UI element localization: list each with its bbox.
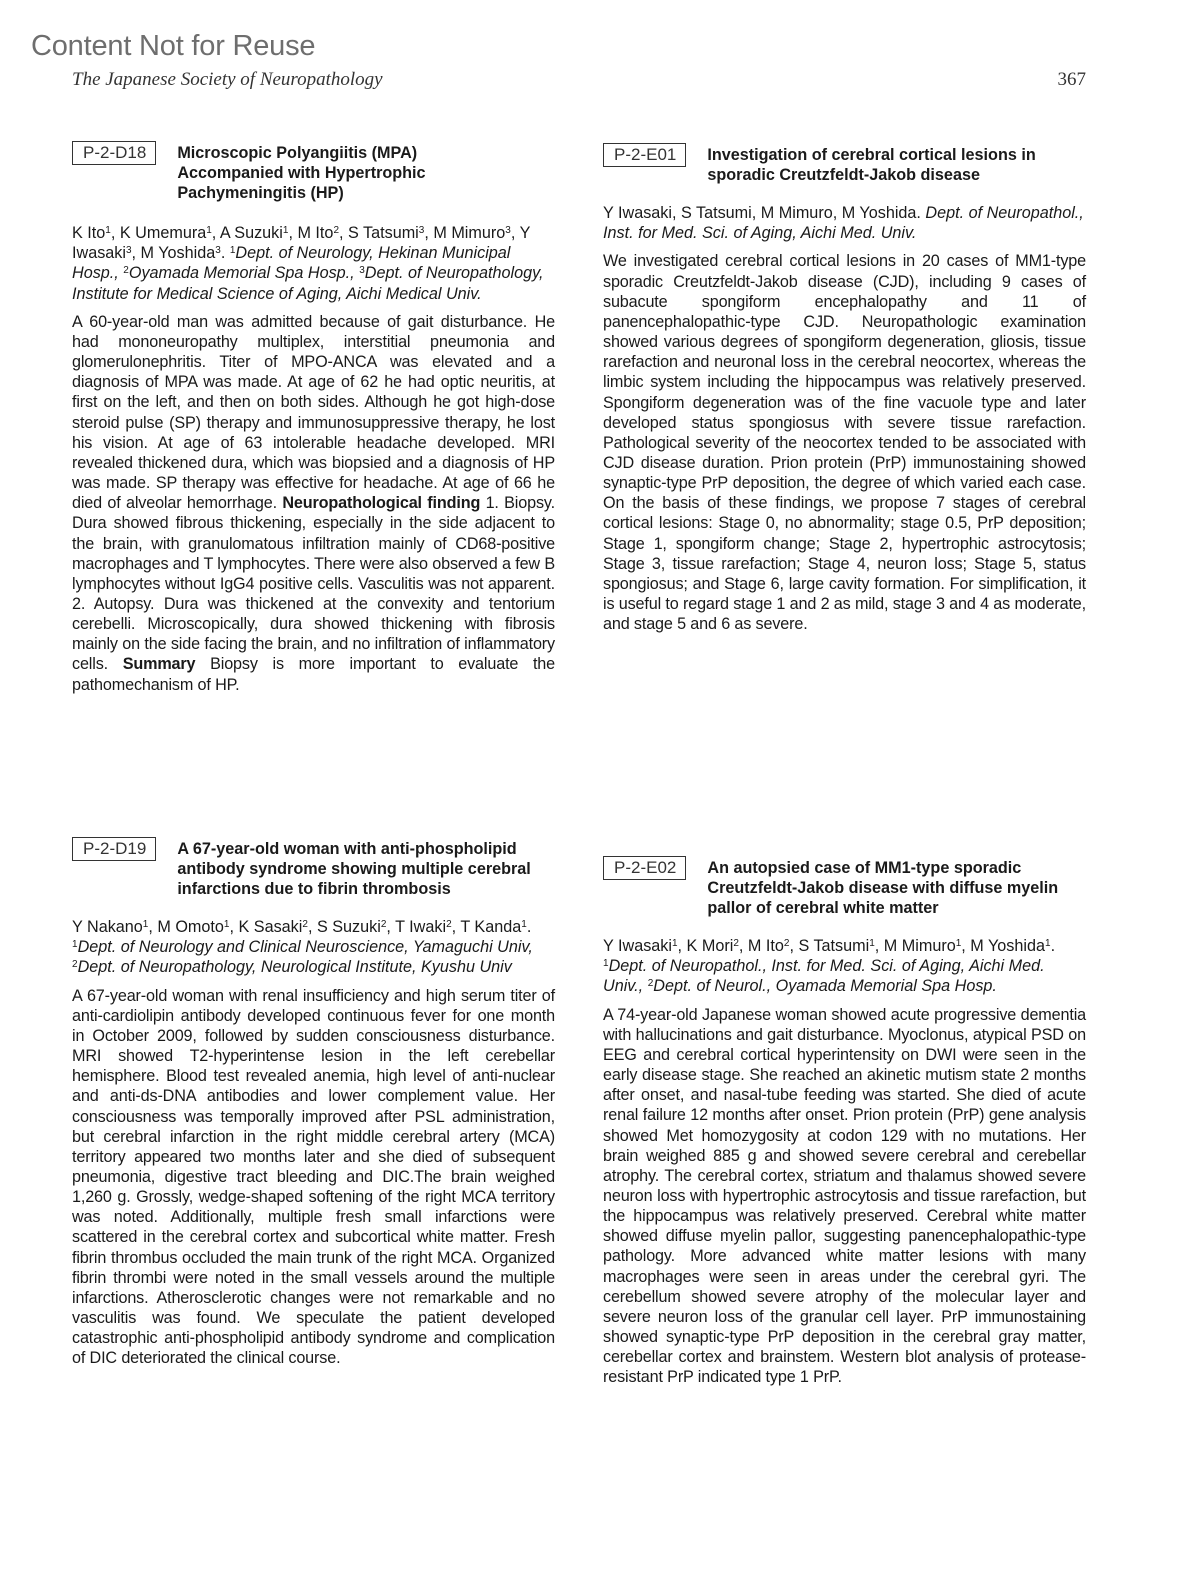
author-name: S Tatsumi xyxy=(680,204,752,222)
author-sup: 2 xyxy=(333,225,339,236)
page-number: 367 xyxy=(1057,69,1086,90)
author-sup: 1 xyxy=(869,938,875,949)
author-sup: 2 xyxy=(733,938,739,949)
abstract-authors: Y Nakano$^1$, M Omoto$^1$, K Sasaki$^2$, S Suzuki$^2$, T Iwaki$^2$, T Kanda$^1$. $^1$Dept. of Neurology and Clinical Neuroscience, Yamaguchi Univ, $^2$Dept. of Neuropathology, Neurological Institute, Kyushu Univ xyxy=(72,918,533,977)
abstract-title: Microscopic Polyangiitis (MPA) Accompanied with Hypertrophic Pachymeningitis (HP) xyxy=(177,144,426,202)
body-text: A 60-year-old man was admitted because of gait disturbance. He had mononeuropathy multiplex, interstitial pneumonia and glomerulonephritis. Titer of MPO-ANCA was elevated and a diagnosis of MPA was made. At age of 62 he had optic neuritis, at first on the left, and then on both sides. Although he got high-dose steroid pulse (SP) therapy and immunosuppressive therapy, he lost his vision. At age of 63 intolerable headache developed. MRI revealed thickened dura, which was biopsied and a diagnosis of HP was made. SP therapy was effective for headache. At age of 66 he died of alveolar hemorrhage. xyxy=(72,312,555,513)
author-name: S Tatsumi xyxy=(798,937,870,955)
author-name: A Suzuki xyxy=(219,224,283,242)
abstract-header xyxy=(603,858,1086,918)
abstract-body xyxy=(603,251,1086,634)
affiliation-sup: 2 xyxy=(647,978,654,990)
abstract-title: Investigation of cerebral cortical lesions in sporadic Creutzfeldt-Jakob disease xyxy=(707,146,1036,184)
author-name: K Ito xyxy=(72,224,106,242)
abstract-authors: Y Iwasaki, S Tatsumi, M Mimuro, M Yoshida. Dept. of Neuropathol., Inst. for Med. Sci. of Aging, Aichi Med. Univ. xyxy=(603,204,1084,243)
abstract-p-2-d19 xyxy=(72,839,555,1369)
abstract-code: P-2-E01 xyxy=(603,143,686,167)
abstract-code: P-2-D18 xyxy=(72,141,156,165)
abstract-p-2-d18 xyxy=(72,143,555,695)
abstract-p-2-e01 xyxy=(603,145,1086,634)
abstract-body xyxy=(72,312,555,695)
abstract-body xyxy=(603,1005,1086,1388)
affiliation: Dept. of Neurology, Hekinan Municipal Hosp., xyxy=(72,244,511,283)
author-sup: 1 xyxy=(105,225,111,236)
author-name: M Ito xyxy=(297,224,334,242)
author-name: M Ito xyxy=(747,937,784,955)
abstract-p-2-e02 xyxy=(603,858,1086,1388)
affiliation-sup: 2 xyxy=(72,959,78,971)
author-sup: 1 xyxy=(955,938,962,949)
body-heading: Summary xyxy=(122,655,196,674)
abstract-code: P-2-E02 xyxy=(603,856,686,880)
affiliation: Dept. of Neuropathol., Inst. for Med. Sci. of Aging, Aichi Med. Univ., xyxy=(603,957,1045,996)
body-text: A 74-year-old Japanese woman showed acute progressive dementia with hallucinations and gait disturbance. Myoclonus, atypical PSD on EEG and cerebral cortical hyperintensity on DWI were seen in the early disease stage. She reached an akinetic mutism state 2 months after onset, and nasal-tube feeding was started. She died of acute renal failure 12 months after onset. Prion protein (PrP) gene analysis showed Met homozygosity at codon 129 with no mutations. Her brain weighed 885 g and showed severe cerebral and cerebellar atrophy. The cerebral cortex, striatum and thalamus showed severe neuron loss with hypertrophic astrocytosis and tissue rarefaction, but the hippocampus was relatively preserved. Cerebral white matter showed diffuse myelin pallor, suggesting panencephalopathic-type pathology. More advanced white matter lesions with many macrophages were seen in areas under the cerebral gyri. The cerebellum showed severe atrophy of the molecular layer and severe neuron loss of the granular cell layer. PrP immunostaining showed synaptic-type PrP deposition in the cerebral gray matter, cerebellar cortex and brainstem. Western blot analysis of protease-resistant PrP indicated type 1 PrP. xyxy=(603,1005,1086,1387)
abstract-code: P-2-D19 xyxy=(72,837,156,861)
author-sup: 2 xyxy=(302,919,308,930)
author-name: Y Iwasaki xyxy=(603,204,672,222)
author-name: S Tatsumi xyxy=(348,224,419,242)
watermark: Content Not for Reuse xyxy=(31,30,316,62)
author-name: Y Iwasaki xyxy=(603,937,672,955)
author-sup: 3 xyxy=(125,245,132,257)
author-sup: 1 xyxy=(671,938,678,949)
author-name: K Sasaki xyxy=(238,918,303,936)
author-sup: 3 xyxy=(505,225,511,236)
author-name: M Mimuro xyxy=(760,204,833,222)
abstract-body xyxy=(72,986,555,1369)
affiliation: Dept. of Neuropathology, Institute for Medical Science of Aging, Aichi Medical Univ. xyxy=(72,264,544,303)
author-sup: 1 xyxy=(142,919,149,930)
author-sup: 1 xyxy=(223,919,230,930)
affiliation: Dept. of Neuropathology, Neurological Institute, Kyushu Univ xyxy=(77,958,512,977)
author-name: T Iwaki xyxy=(395,918,447,936)
author-name: M Mimuro xyxy=(433,224,506,242)
body-text: Biopsy is more important to evaluate the pathomechanism of HP. xyxy=(72,655,556,694)
author-name: M Yoshida xyxy=(970,937,1045,955)
author-sup: 1 xyxy=(206,225,212,236)
author-sup: 3 xyxy=(418,225,425,236)
body-text: We investigated cerebral cortical lesions in 20 cases of MM1-type sporadic Creutzfeldt-Jakob disease (CJD), including 9 cases of subacute spongiform encephalopathy and 11 of panencephalopathic-type CJD. Neuropathologic examination showed various degrees of spongiform degeneration, gliosis, tissue rarefaction and neuronal loss in the cerebral neocortex, whereas the limbic system including the hippocampus was relatively preserved. Spongiform degeneration was of the fine vacuole type and later developed status spongiosus with severe tissue rarefaction. Pathological severity of the neocortex tended to be associated with CJD disease duration. Prion protein (PrP) immunostaining showed synaptic-type PrP deposition, the degree of which varied each case. On the basis of these findings, we propose 7 stages of cerebral cortical lesions: Stage 0, no abnormality; stage 0.5, PrP deposition; Stage 1, spongiform change; Stage 2, hypertrophic astrocytosis; Stage 3, tissue rarefaction; Stage 4, neuron loss; Stage 5, status spongiosus; and Stage 6, large cavity formation. For simplification, it is useful to regard stage 1 and 2 as mild, stage 3 and 4 as moderate, and stage 5 and 6 as severe. xyxy=(603,252,1086,634)
author-sup: 2 xyxy=(446,919,452,930)
abstract-header xyxy=(603,145,1086,185)
author-name: M Omoto xyxy=(157,918,224,936)
author-name: T Kanda xyxy=(460,918,522,936)
body-heading: Neuropathological finding xyxy=(282,494,481,513)
affiliation-sup: 2 xyxy=(123,265,129,277)
abstract-authors: K Ito$^1$, K Umemura$^1$, A Suzuki$^1$, M Ito$^2$, S Tatsumi$^3$, M Mimuro$^3$, Y Iwasaki$^3$, M Yoshida$^3$. $^1$Dept. of Neurology, Hekinan Municipal Hosp., $^2$Oyamada Memorial Spa Hosp., $^3$Dept. of Neuropathology, Institute for Medical Science of Aging, Aichi Medical Univ. xyxy=(72,224,544,303)
affiliation: Oyamada Memorial Spa Hosp., xyxy=(128,264,355,283)
author-sup: 1 xyxy=(521,919,527,930)
author-sup: 1 xyxy=(282,225,289,236)
author-name: S Suzuki xyxy=(316,918,381,936)
author-sup: 1 xyxy=(1045,938,1051,949)
affiliation: Dept. of Neurology and Clinical Neuroscience, Yamaguchi Univ, xyxy=(77,938,533,957)
author-name: M Mimuro xyxy=(883,937,956,955)
abstract-title: A 67-year-old woman with anti-phospholipid antibody syndrome showing multiple cerebral infarctions due to fibrin thrombosis xyxy=(177,840,531,898)
abstract-header xyxy=(72,143,555,203)
author-name: Y Nakano xyxy=(72,918,143,936)
affiliation-sup: 1 xyxy=(229,245,236,257)
author-name: M Yoshida xyxy=(140,244,216,263)
author-name: M Yoshida xyxy=(841,204,917,222)
author-name: Y Iwasaki xyxy=(72,224,531,263)
affiliation-sup: 3 xyxy=(359,265,365,277)
body-text: A 67-year-old woman with renal insufficiency and high serum titer of anti-cardiolipin antibody developed continuous fever for one month in October 2009, followed by sudden consciousness disturbance. MRI showed T2-hyperintense lesion in the left cerebellar hemisphere. Blood test revealed anemia, high level of anti-nuclear and anti-ds-DNA antibodies and lower complement value. Her consciousness was temporally improved after PSL administration, but cerebral infarction in the right middle cerebral artery (MCA) territory appeared two months later and she died of subsequent pneumonia, digestive tract bleeding and DIC.The brain weighed 1,260 g. Grossly, wedge-shaped softening of the right MCA territory was noted. Additionally, multiple fresh small infarctions were scattered in the cerebral cortex and subcortical white matter. Fresh fibrin thrombus occluded the main trunk of the right MCA. Organized fibrin thrombi were noted in the small vessels around the multiple infarctions. Atherosclerotic changes were not remarkable and no vasculitis was found. We speculate the patient developed catastrophic anti-phospholipid antibody syndrome and complication of DIC deteriorated the clinical course. xyxy=(72,986,555,1368)
abstract-title: An autopsied case of MM1-type sporadic Creutzfeldt-Jakob disease with diffuse myelin pallor of cerebral white matter xyxy=(707,859,1059,917)
author-name: K Mori xyxy=(686,937,734,955)
author-sup: 2 xyxy=(783,938,790,949)
journal-title: The Japanese Society of Neuropathology xyxy=(72,69,383,90)
author-sup: 3 xyxy=(215,245,221,257)
affiliation: Dept. of Neurol., Oyamada Memorial Spa Hosp. xyxy=(653,977,997,996)
author-name: K Umemura xyxy=(119,224,207,242)
author-sup: 2 xyxy=(380,919,387,930)
affiliation-sup: 1 xyxy=(603,958,609,970)
abstract-authors: Y Iwasaki$^1$, K Mori$^2$, M Ito$^2$, S Tatsumi$^1$, M Mimuro$^1$, M Yoshida$^1$. $^1$Dept. of Neuropathol., Inst. for Med. Sci. of Aging, Aichi Med. Univ., $^2$Dept. of Neurol., Oyamada Memorial Spa Hosp. xyxy=(603,937,1056,996)
body-text: 1. Biopsy. Dura showed fibrous thickening, especially in the side adjacent to the brain, with granulomatous infiltration mainly of CD68-positive macrophages and T lymphocytes. There were also observed a few B lymphocytes without IgG4 positive cells. Vasculitis was not apparent. 2. Autopsy. Dura was thickened at the convexity and tentorium cerebelli. Microscopically, dura showed thickening with fibrosis mainly on the side facing the brain, and no infiltration of inflammatory cells. xyxy=(72,494,555,674)
abstract-header xyxy=(72,839,555,899)
affiliation-sup: 1 xyxy=(72,939,78,951)
affiliation: Dept. of Neuropathol., Inst. for Med. Sci. of Aging, Aichi Med. Univ. xyxy=(603,204,1084,243)
